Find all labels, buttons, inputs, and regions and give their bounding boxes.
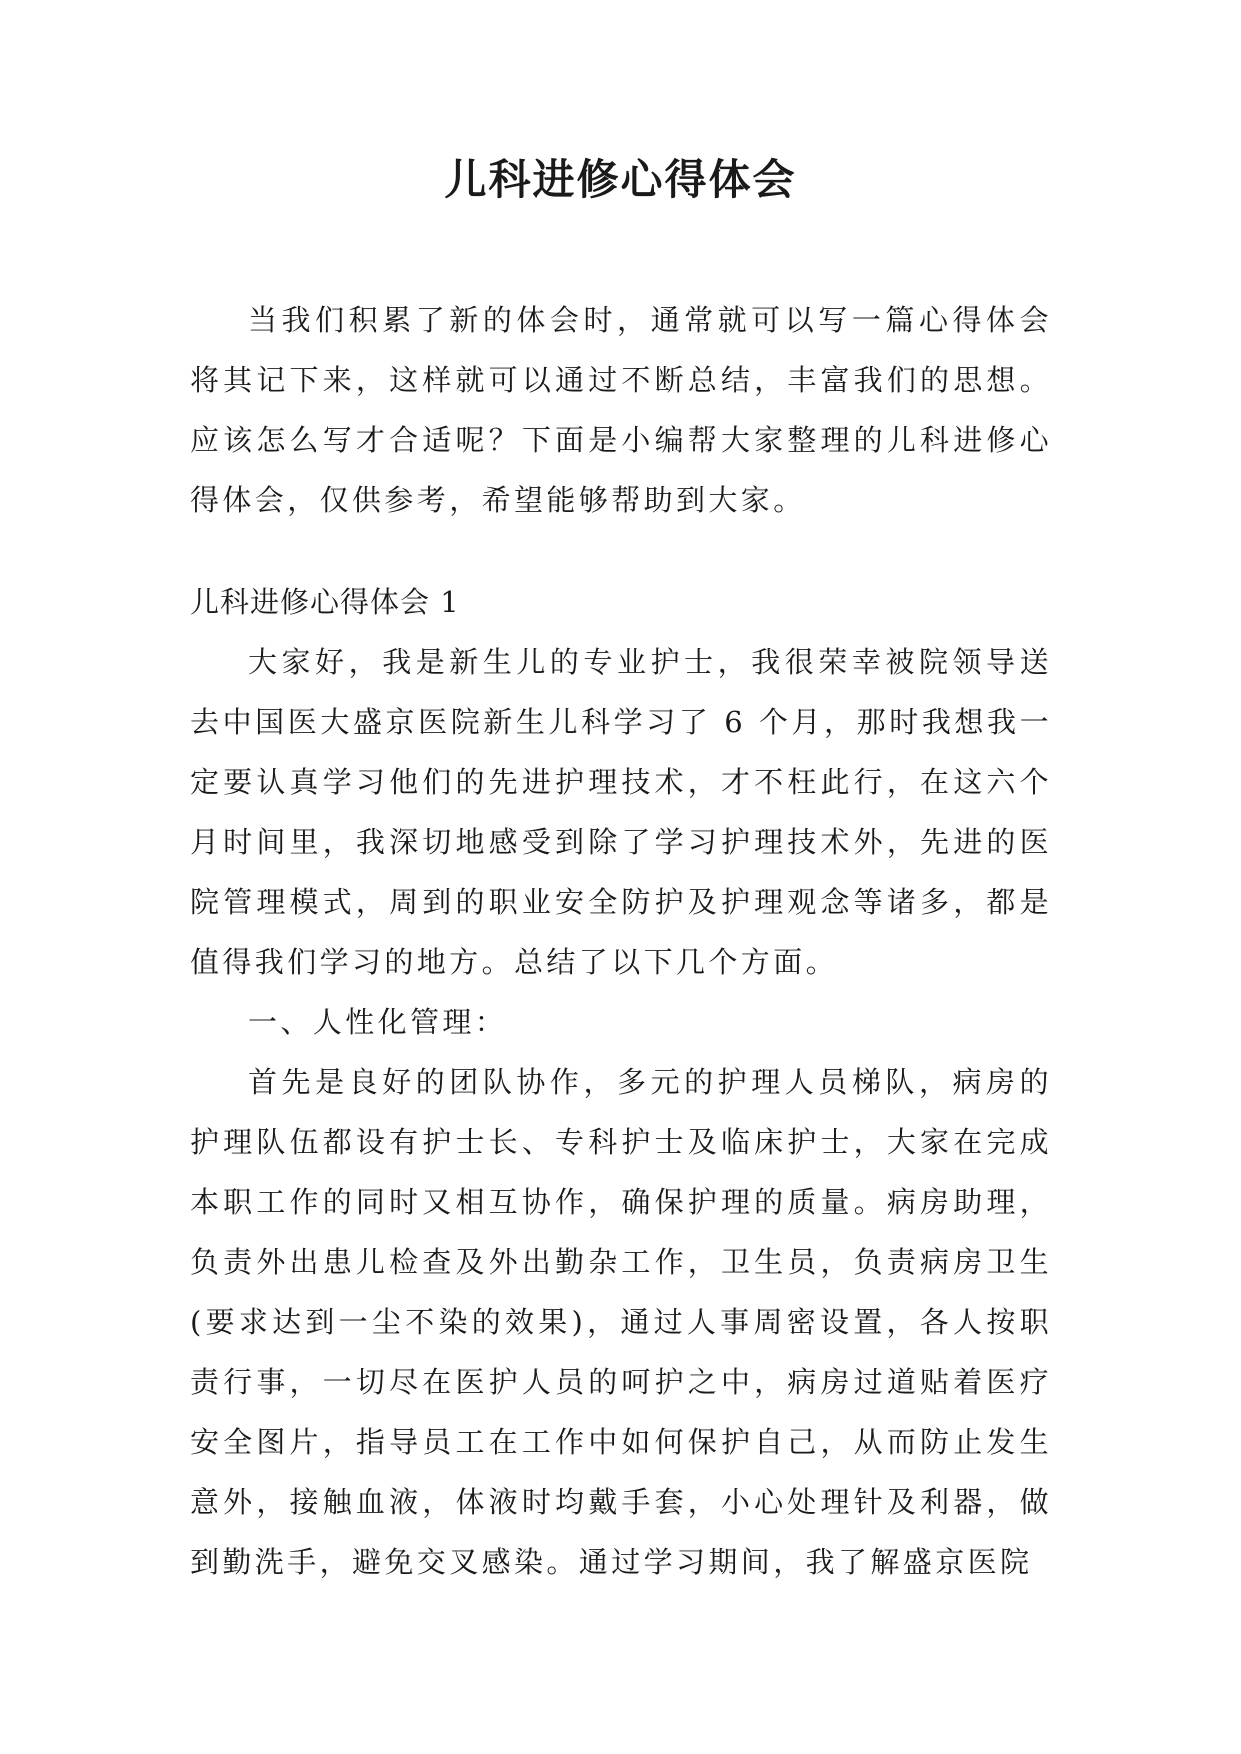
body-paragraph: 首先是良好的团队协作，多元的护理人员梯队，病房的护理队伍都设有护士长、专科护士及临床护士，大家在完成本职工作的同时又相互协作，确保护理的质量。病房助理，负责外出患儿检查及外出勤杂工作，卫生员，负责病房卫生(要求达到一尘不染的效果)，通过人事周密设置，各人按职责行事，一切尽在医护人员的呵护之中，病房过道贴着医疗安全图片，指导员工在工作中如何保护自己，从而防止发生意外，接触血液，体液时均戴手套，小心处理针及利器，做到勤洗手，避免交叉感染。通过学习期间，我了解盛京医院 [190, 1065, 1052, 1579]
document-body [190, 290, 1052, 1592]
body-paragraph: 大家好，我是新生儿的专业护士，我很荣幸被院领导送去中国医大盛京医院新生儿科学习了 6 个月，那时我想我一定要认真学习他们的先进护理技术，才不枉此行，在这六个月时间里，我深切地感受到除了学习护理技术外，先进的医院管理模式，周到的职业安全防护及护理观念等诸多，都是值得我们学习的地方。总结了以下几个方面。 [190, 645, 1052, 979]
section-heading: 儿科进修心得体会 1 [190, 585, 460, 619]
document-title: 儿科进修心得体会 [444, 155, 797, 204]
intro-paragraph: 当我们积累了新的体会时，通常就可以写一篇心得体会将其记下来，这样就可以通过不断总结，丰富我们的思想。应该怎么写才合适呢？下面是小编帮大家整理的儿科进修心得体会，仅供参考，希望能够帮助到大家。 [190, 303, 1052, 517]
subheading-paragraph: 一、人性化管理： [248, 1005, 508, 1039]
